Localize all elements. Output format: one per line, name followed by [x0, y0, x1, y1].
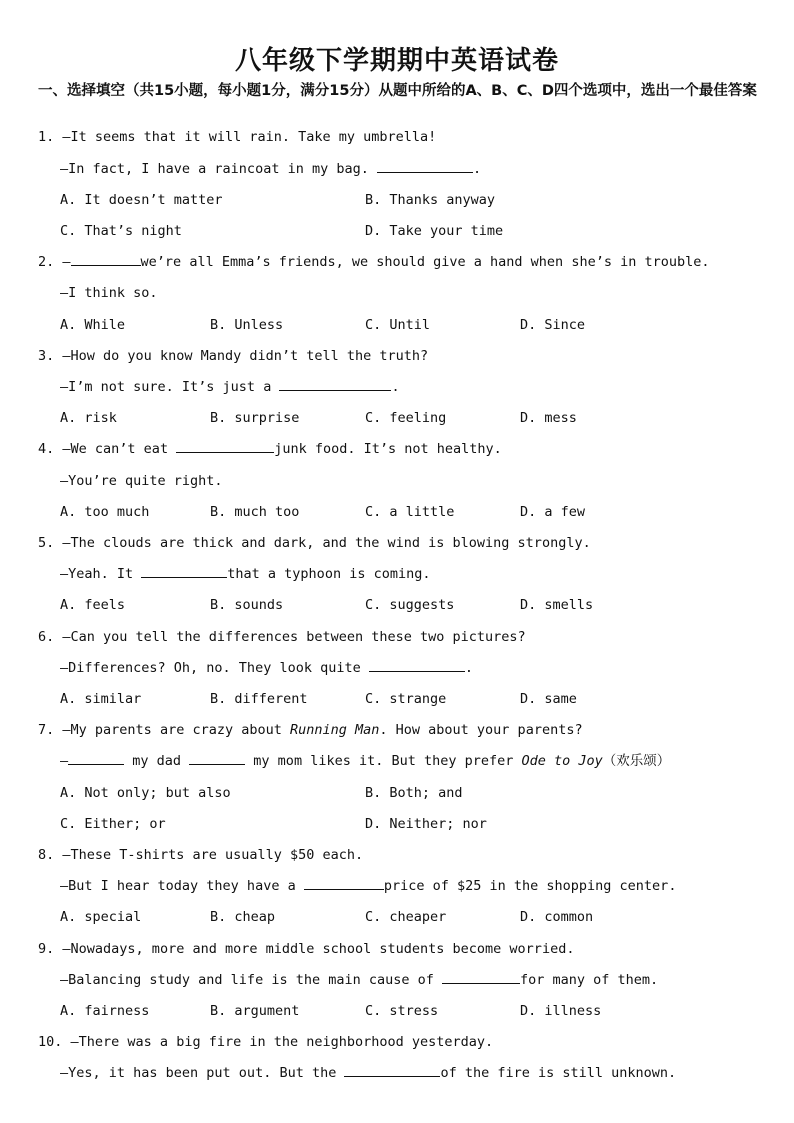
option-a: A. It doesn’t matter	[60, 192, 223, 208]
answer-blank[interactable]	[71, 253, 141, 266]
option-b: B. surprise	[210, 410, 300, 426]
option-a: A. too much	[60, 504, 150, 520]
question-4-line-b: —You’re quite right.	[60, 473, 223, 489]
option-c: C. That’s night	[60, 223, 182, 239]
option-a: A. similar	[60, 691, 142, 707]
option-a: A. fairness	[60, 1003, 150, 1019]
question-7-line-b: — my dad my mom likes it. But they prefer Ode to Joy（欢乐颂）	[60, 753, 671, 769]
answer-blank[interactable]	[377, 160, 473, 173]
question-3-line-b: —I’m not sure. It’s just a .	[60, 379, 400, 395]
question-1-line-a: 1. —It seems that it will rain. Take my umbrella!	[38, 129, 437, 145]
option-d: D. smells	[520, 597, 594, 613]
option-b: B. Both; and	[365, 785, 463, 801]
question-5-line-a: 5. —The clouds are thick and dark, and the wind is blowing strongly.	[38, 535, 591, 551]
option-c: C. suggests	[365, 597, 455, 613]
option-d: D. same	[520, 691, 577, 707]
question-9-line-b: —Balancing study and life is the main cause of for many of them.	[60, 972, 659, 988]
option-d: D. Neither; nor	[365, 816, 487, 832]
answer-blank[interactable]	[344, 1064, 440, 1077]
option-a: A. risk	[60, 410, 117, 426]
question-4-line-a: 4. —We can’t eat junk food. It’s not healthy.	[38, 441, 502, 457]
section-heading: 一、选择填空（共15小题，每小题1分，满分15分）从题中所给的A、B、C、D四个选项中，选出一个最佳答案	[38, 83, 757, 99]
option-d: D. illness	[520, 1003, 602, 1019]
option-a: A. special	[60, 909, 142, 925]
option-b: B. different	[210, 691, 308, 707]
question-2-line-b: —I think so.	[60, 285, 158, 301]
option-c: C. Either; or	[60, 816, 166, 832]
answer-blank[interactable]	[304, 877, 384, 890]
option-d: D. mess	[520, 410, 577, 426]
option-c: C. strange	[365, 691, 447, 707]
question-10-line-a: 10. —There was a big fire in the neighborhood yesterday.	[38, 1034, 494, 1050]
option-d: D. a few	[520, 504, 586, 520]
option-c: C. Until	[365, 317, 431, 333]
option-c: C. feeling	[365, 410, 447, 426]
question-3-line-a: 3. —How do you know Mandy didn’t tell the truth?	[38, 348, 429, 364]
option-d: D. Take your time	[365, 223, 504, 239]
question-2-line-a: 2. — we’re all Emma’s friends, we should give a hand when she’s in trouble.	[38, 254, 710, 270]
option-a: A. Not only; but also	[60, 785, 231, 801]
option-b: B. Thanks anyway	[365, 192, 496, 208]
page-title: 八年级下学期期中英语试卷	[234, 46, 559, 76]
question-9-line-a: 9. —Nowadays, more and more middle school students become worried.	[38, 941, 575, 957]
question-10-line-b: —Yes, it has been put out. But the of the fire is still unknown.	[60, 1065, 677, 1081]
answer-blank[interactable]	[141, 565, 227, 578]
answer-blank[interactable]	[176, 440, 274, 453]
option-b: B. sounds	[210, 597, 284, 613]
answer-blank[interactable]	[279, 378, 391, 391]
option-c: C. stress	[365, 1003, 439, 1019]
question-5-line-b: —Yeah. It that a typhoon is coming.	[60, 566, 431, 582]
option-b: B. cheap	[210, 909, 276, 925]
option-b: B. Unless	[210, 317, 284, 333]
answer-blank[interactable]	[189, 752, 245, 765]
answer-blank[interactable]	[442, 971, 520, 984]
answer-blank[interactable]	[68, 752, 124, 765]
option-d: D. Since	[520, 317, 586, 333]
option-a: A. While	[60, 317, 126, 333]
option-c: C. a little	[365, 504, 455, 520]
question-6-line-a: 6. —Can you tell the differences between these two pictures?	[38, 629, 526, 645]
question-7-line-a: 7. —My parents are crazy about Running Man. How about your parents?	[38, 722, 583, 738]
option-c: C. cheaper	[365, 909, 447, 925]
option-b: B. argument	[210, 1003, 300, 1019]
question-1-line-b: —In fact, I have a raincoat in my bag. .	[60, 161, 482, 177]
option-d: D. common	[520, 909, 594, 925]
option-a: A. feels	[60, 597, 126, 613]
question-6-line-b: —Differences? Oh, no. They look quite .	[60, 660, 473, 676]
option-b: B. much too	[210, 504, 300, 520]
question-8-line-b: —But I hear today they have a price of $25 in the shopping center.	[60, 878, 677, 894]
answer-blank[interactable]	[369, 659, 465, 672]
question-8-line-a: 8. —These T-shirts are usually $50 each.	[38, 847, 364, 863]
